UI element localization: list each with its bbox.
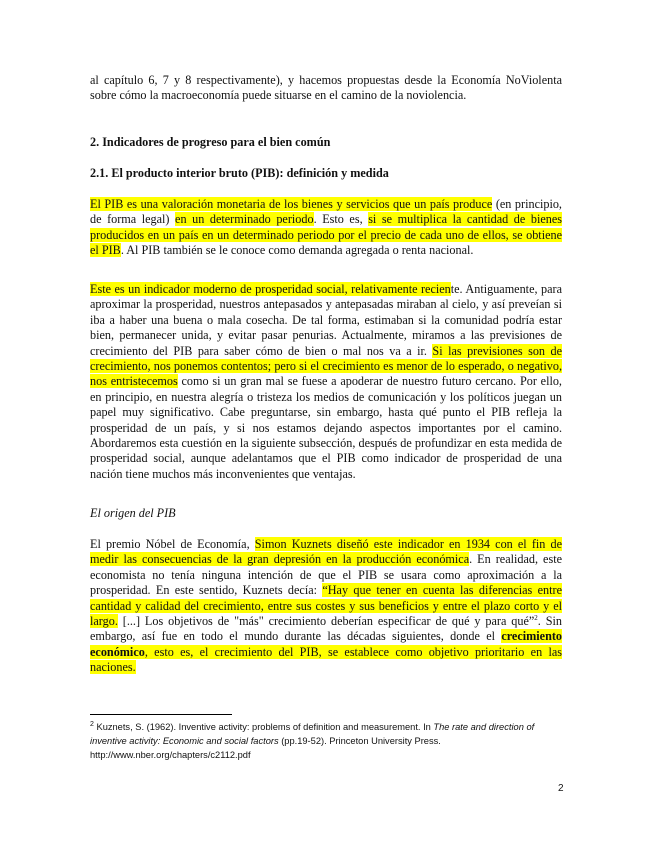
footnote-mark: 2: [90, 720, 94, 728]
footnote-reference[interactable]: 2: [534, 613, 538, 622]
subsection-title: 2.1. El producto interior bruto (PIB): definición y medida: [90, 166, 389, 180]
section-title: 2. Indicadores de progreso para el bien común: [90, 135, 331, 149]
italic-heading-origin: El origen del PIB: [90, 506, 176, 520]
intro-text: al capítulo 6, 7 y 8 respectivamente), y hacemos propuestas desde la Economía NoViolenta sobre cómo la macroeconomía puede situarse en el camino de la noviolencia.: [90, 73, 562, 103]
body-text: . Al PIB también se le conoce como demanda agregada o renta nacional.: [120, 243, 474, 258]
page-number: 2: [558, 783, 564, 794]
body-text: [...] Los objetivos de "más" crecimiento deberían especificar de qué y para qué”: [117, 614, 535, 629]
paragraph-pib-definition: [90, 197, 562, 259]
paragraph-prosperity: [90, 282, 562, 482]
body-text: . En realidad, este economista no tenía ninguna intención de que el PIB se usara como aproximación a la prosperidad. En este sentido, Kuznets decía:: [90, 552, 562, 598]
footnote-title: The rate and direction of inventive activity: Economic and social factors: [90, 722, 535, 747]
footnote: [90, 720, 564, 763]
body-text: El premio Nóbel de Economía,: [90, 537, 255, 551]
highlight-quote: “Hay que tener en cuenta las diferencias entre cantidad y calidad del crecimiento, entre sus costes y sus beneficios y entre el plazo corto y el largo.: [90, 583, 562, 629]
body-text: te. Antiguamente, para aproximar la prosperidad, nuestros antepasados y antepasadas miraban al cielo, y así preveían si iba a haber una buena o mala cosecha. De tal forma, estimaban si la comunidad podría estar bien, permanecer unida, y evitar pasar penurias. Actualmente, miramos a las previsiones de crecimiento del PIB para saber cómo de bien o mal nos va a ir.: [90, 282, 562, 358]
body-text: (en principio, de forma legal): [90, 197, 562, 227]
highlight-text: Simon Kuznets diseñó este indicador en 1934 con el fin de medir las consecuencias de la gran depresión en la producción económica: [90, 537, 562, 567]
body-text: . Sin embargo, así fue en todo el mundo durante las décadas siguientes, donde el: [90, 614, 563, 644]
body-text: . Esto es,: [313, 212, 369, 227]
highlight-text: El PIB es una valoración monetaria de los bienes y servicios que un país produce: [90, 197, 493, 211]
highlight-text: , esto es, el crecimiento del PIB, se establece como objetivo prioritario en las naciones.: [90, 644, 562, 675]
footnote-text: Kuznets, S. (1962). Inventive activity: problems of definition and measurement. In: [93, 722, 434, 732]
highlight-bold-text: crecimiento económico: [90, 629, 562, 659]
paragraph-origin: [90, 537, 562, 676]
footnote-text-end: (pp.19-52). Princeton University Press. http://www.nber.org/chapters/c2112.pdf: [90, 736, 441, 761]
intro-paragraph: [90, 73, 562, 104]
highlight-text: en un determinado periodo: [175, 212, 314, 227]
highlight-text: Este es un indicador moderno de prosperidad social, relativamente recien: [90, 282, 451, 296]
footnote-separator: [90, 714, 232, 715]
highlight-text: si se multiplica la cantidad de bienes producidos en un país en un determinado periodo por el precio de cada uno de ellos, se obtiene el PIB: [90, 212, 562, 258]
body-text: como si un gran mal se fuese a apoderar de nuestro futuro cercano. Por ello, en principio, en nuestra alegría o tristeza los medios de comunicación y los políticos juegan un papel muy significativo. Cabe preguntarse, sin embargo, hasta qué punto el PIB refleja la prosperidad de un país, y si nos estamos dejando aspectos importantes por el camino. Abordaremos esta cuestión en la siguiente subsección, después de profundizar en esta medida de prosperidad social, aunque adelantamos que el PIB como indicador de prosperidad de una nación tiene muchos más inconvenientes que ventajas.: [90, 374, 562, 481]
highlight-text: Si las previsiones son de crecimiento, nos ponemos contentos; pero si el crecimiento es menor de lo esperado, o negativo, nos entristecemos: [90, 343, 562, 389]
